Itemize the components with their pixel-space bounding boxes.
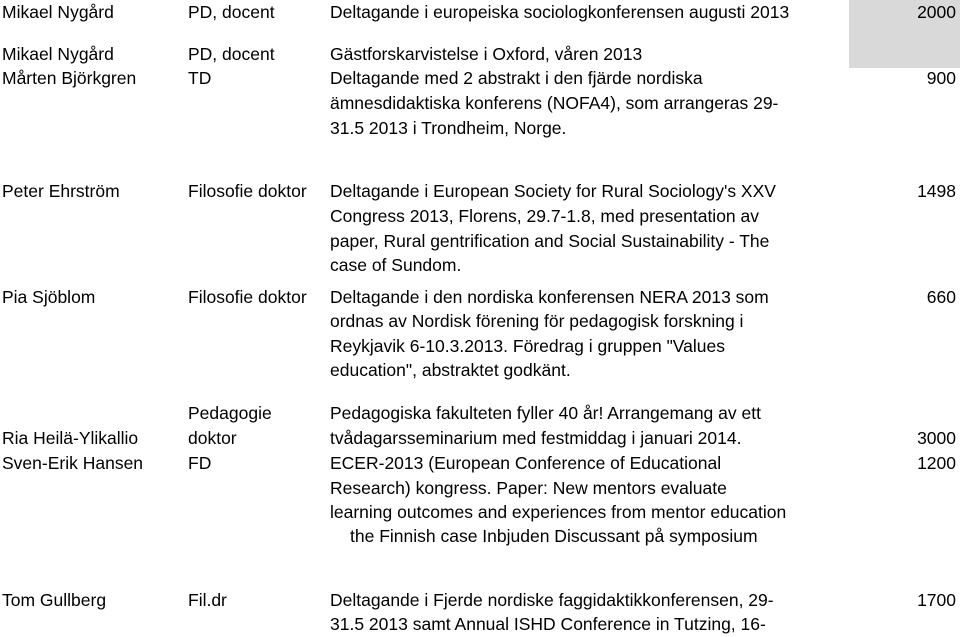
activity-description: ordnas av Nordisk förening för pedagogisk forskning i — [330, 311, 744, 331]
activity-description: Research) kongress. Paper: New mentors evaluate — [330, 478, 727, 498]
activity-description: Deltagande i europeiska sociologkonferensen augusti 2013 — [330, 2, 790, 22]
amount: 2000 — [917, 2, 956, 22]
activity-description: tvådagarsseminarium med festmiddag i januari 2014. — [330, 428, 742, 448]
activity-description: Deltagande med 2 abstrakt i den fjärde nordiska — [330, 68, 703, 88]
amount: 1200 — [917, 453, 956, 473]
activity-description: Congress 2013, Florens, 29.7-1.8, med presentation av — [330, 206, 759, 226]
person-title: PD, docent — [188, 2, 275, 22]
person-name: Tom Gullberg — [2, 590, 107, 610]
person-title: FD — [188, 453, 212, 473]
activity-description: education", abstraktet godkänt. — [330, 360, 571, 380]
activity-description: 31.5 2013 i Trondheim, Norge. — [330, 118, 567, 138]
person-name: Pia Sjöblom — [2, 287, 96, 307]
person-name: Sven-Erik Hansen — [2, 453, 144, 473]
activity-description: the Finnish case Inbjuden Discussant på symposium — [350, 526, 758, 546]
activity-description: ECER-2013 (European Conference of Educational — [330, 453, 722, 473]
activity-description: ämnesdidaktiska konferens (NOFA4), som arrangeras 29- — [330, 93, 779, 113]
person-name: Mikael Nygård — [2, 2, 114, 22]
activity-description: Deltagande i European Society for Rural Sociology's XXV — [330, 181, 776, 201]
person-title: Filosofie doktor — [188, 287, 307, 307]
person-title: Fil.dr — [188, 590, 227, 610]
person-name: Mårten Björkgren — [2, 68, 137, 88]
person-name: Mikael Nygård — [2, 44, 114, 64]
activity-description: learning outcomes and experiences from mentor education — [330, 502, 787, 522]
amount: 900 — [926, 68, 956, 88]
amount: 660 — [926, 287, 956, 307]
person-title: PD, docent — [188, 44, 275, 64]
activity-description: Gästforskarvistelse i Oxford, våren 2013 — [330, 44, 643, 64]
activity-description: 31.5 2013 samt Annual ISHD Conference in Tutzing, 16- — [330, 614, 766, 634]
person-title: TD — [188, 68, 212, 88]
amount: 1700 — [917, 590, 956, 610]
activity-description: case of Sundom. — [330, 255, 462, 275]
person-title: Filosofie doktor — [188, 181, 307, 201]
person-title: Pedagogie — [188, 403, 272, 423]
activity-description: Deltagande i den nordiska konferensen NERA 2013 som — [330, 287, 769, 307]
person-title: doktor — [188, 428, 237, 448]
amount: 1498 — [917, 181, 956, 201]
activity-description: Pedagogiska fakulteten fyller 40 år! Arrangemang av ett — [330, 403, 761, 423]
activity-description: Deltagande i Fjerde nordiske faggidaktikkonferensen, 29- — [330, 590, 774, 610]
person-name: Ria Heilä-Ylikallio — [2, 428, 139, 448]
person-name: Peter Ehrström — [2, 181, 120, 201]
activity-description: paper, Rural gentrification and Social Sustainability - The — [330, 231, 770, 251]
activity-description: Reykjavik 6-10.3.2013. Föredrag i gruppen "Values — [330, 336, 726, 356]
amount: 3000 — [917, 428, 956, 448]
